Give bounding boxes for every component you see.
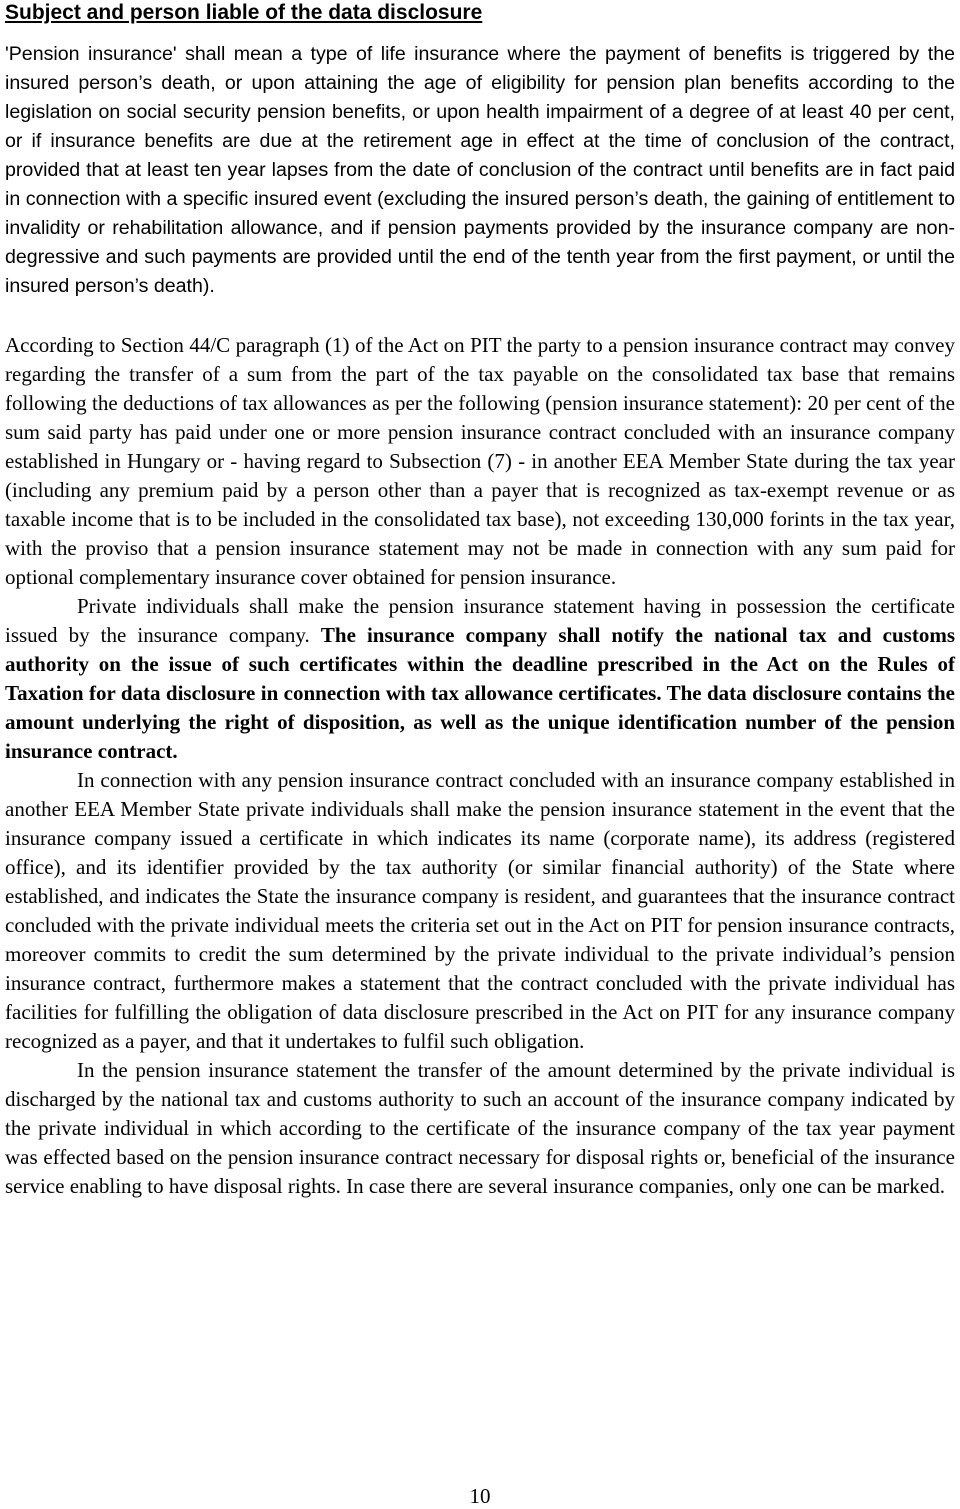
pension-insurance-definition: 'Pension insurance' shall mean a type of life insurance where the payment of benefits is triggered by the insured person’s death, or upon attaining the age of eligibility for pension plan benefits according to the legislation on social security pension benefits, or upon health impairment of a degree of at least 40 per cent, or if insurance benefits are due at the retirement age in effect at the time of conclusion of the contract, provided that at least ten year lapses from the date of conclusion of the contract until benefits are in fact paid in connection with a specific insured event (excluding the insured person’s death, the gaining of entitlement to invalidity or rehabilitation allowance, and if pension payments provided by the insurance company are non-degressive and such payments are provided until the end of the tenth year from the first payment, or until the insured person’s death).: [5, 43, 955, 297]
transfer-paragraph: In the pension insurance statement the transfer of the amount determined by the private individual is discharged by the national tax and customs authority to such an account of the insurance company indicated by the private individual in which according to the certificate of the insurance company of the tax year payment was effected based on the pension insurance contract necessary for disposal rights or, beneficial of the insurance service enabling to have disposal rights. In case there are several insurance companies, only one can be marked.: [5, 1058, 955, 1198]
section-44c-paragraph: According to Section 44/C paragraph (1) of the Act on PIT the party to a pension insurance contract may convey regarding the transfer of a sum from the part of the tax payable on the consolidated tax base that remains following the deductions of tax allowances as per the following (pension insurance statement): 20 per cent of the sum said party has paid under one or more pension insurance contract concluded with an insurance company established in Hungary or - having regard to Subsection (7) - in another EEA Member State during the tax year (including any premium paid by a person other than a payer that is recognized as tax-exempt revenue or as taxable income that is to be included in the consolidated tax base), not exceeding 130,000 forints in the tax year, with the proviso that a pension insurance statement may not be made in connection with any sum paid for optional complementary insurance cover obtained for pension insurance.: [5, 333, 955, 589]
document-page: [5, 0, 955, 1201]
page-number: 10: [469, 1484, 491, 1508]
eea-member-state-paragraph: In connection with any pension insurance contract concluded with an insurance company established in another EEA Member State private individuals shall make the pension insurance statement in the event that the insurance company issued a certificate in which indicates its name (corporate name), its address (registered office), and its identifier provided by the tax authority (or similar financial authority) of the State where established, and indicates the State the insurance company is resident, and guarantees that the insurance contract concluded with the private individual meets the criteria set out in the Act on PIT for pension insurance contracts, moreover commits to credit the sum determined by the private individual to the private individual’s pension insurance contract, furthermore makes a statement that the contract concluded with the private individual has facilities for fulfilling the obligation of data disclosure prescribed in the Act on PIT for any insurance company recognized as a payer, and that it undertakes to fulfil such obligation.: [5, 768, 955, 1053]
notification-requirement-text: The insurance company shall notify the national tax and customs authority on the issue of such certificates within the deadline prescribed in the Act on the Rules of Taxation for data disclosure in connection with tax allowance certificates. The data disclosure contains the amount underlying the right of disposition, as well as the unique identification number of the pension insurance contract.: [5, 623, 956, 763]
certificate-paragraph: [5, 592, 955, 766]
section-heading: Subject and person liable of the data disclosure: [5, 1, 483, 24]
certificate-paragraph-text: Private individuals shall make the pension insurance statement having in possession the certificate issued by the insurance company.: [5, 594, 955, 647]
